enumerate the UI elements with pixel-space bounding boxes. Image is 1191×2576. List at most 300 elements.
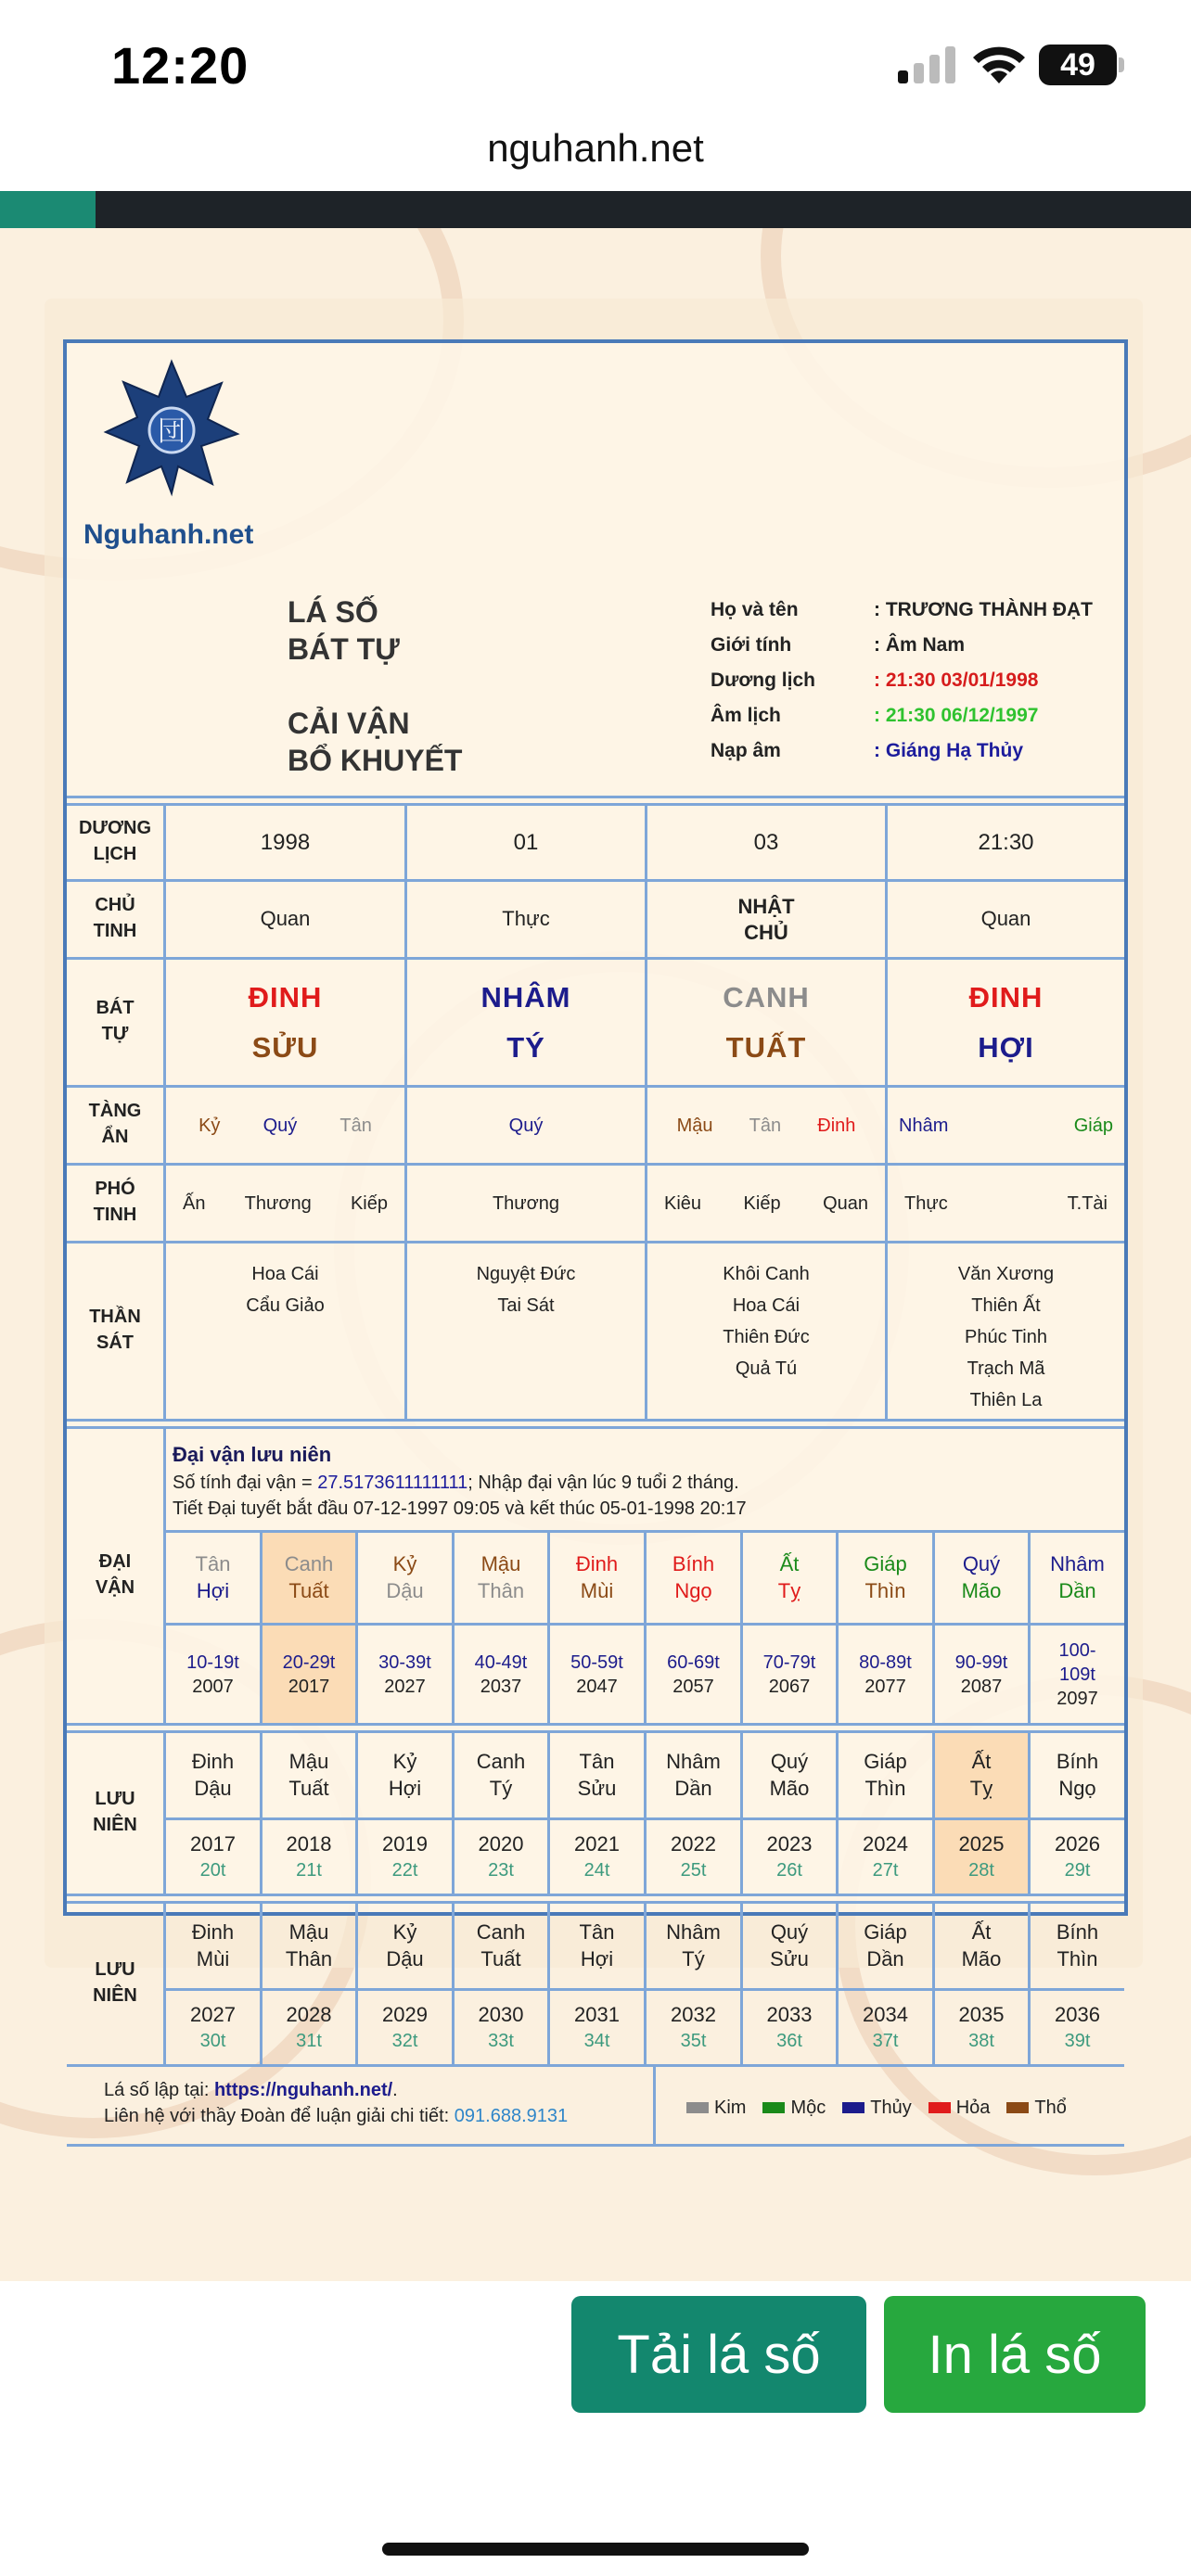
age-range: 60-69t <box>667 1651 720 1673</box>
year-cell <box>358 1991 452 2064</box>
year: 2023 <box>766 1832 813 1856</box>
info-value: : Giáng Hạ Thủy <box>874 740 1024 761</box>
branch-cell <box>358 1533 452 1623</box>
loading-progress-fill <box>0 191 96 228</box>
stem: Đinh <box>575 1551 619 1575</box>
hidden-stem: Nhâm <box>899 1115 949 1136</box>
stem: Đinh <box>191 1749 235 1773</box>
branch: Tuất <box>288 1578 329 1602</box>
sub-star-cell <box>888 1166 1124 1241</box>
pillar-cell <box>647 960 885 1085</box>
spirit-star: Quả Tú <box>735 1358 798 1379</box>
year: 2017 <box>190 1832 236 1856</box>
year: 2034 <box>863 2003 908 2027</box>
footer-text: . <box>392 2080 398 2100</box>
year: 2032 <box>671 2003 716 2027</box>
spirit-star: Trạch Mã <box>967 1358 1045 1379</box>
year: 2026 <box>1055 1832 1100 1856</box>
start-year: 2017 <box>288 1676 330 1697</box>
branch: Hợi <box>196 1578 230 1602</box>
age-range: 109t <box>1059 1664 1095 1685</box>
age: 30t <box>199 2030 226 2051</box>
row-label-duong-lich <box>67 803 163 879</box>
age: 39t <box>1064 2030 1091 2051</box>
start-year: 2097 <box>1057 1688 1098 1709</box>
main-star-cell <box>647 882 885 957</box>
year-cell <box>166 1626 260 1723</box>
branch: Mão <box>961 1946 1002 1970</box>
sub-star: Kiếp <box>743 1192 781 1214</box>
info-label: Dương lịch <box>711 670 815 691</box>
row-label-than-sat <box>67 1241 163 1419</box>
age: 32t <box>391 2030 418 2051</box>
hidden-stems-cell <box>647 1088 885 1163</box>
stem: Quý <box>770 1919 809 1944</box>
solar-date-value: 21:30 <box>978 829 1034 855</box>
year: 2025 <box>958 1832 1005 1856</box>
age: 36t <box>776 2030 802 2051</box>
footer-text: Liên hệ với thầy Đoàn để luận giải chi tiết: <box>104 2106 455 2126</box>
grid-divider <box>67 1894 1124 1896</box>
chart-title-line4: BỔ KHUYẾT <box>288 744 463 777</box>
branch-cell <box>550 1904 644 1988</box>
branch-cell <box>935 1733 1028 1817</box>
stem: Bính <box>672 1551 715 1575</box>
footer-line <box>104 2080 651 2106</box>
branch-cell <box>743 1533 836 1623</box>
row-label-line: TINH <box>93 921 137 941</box>
logo-star-icon <box>102 358 241 497</box>
svg-text:団: 団 <box>158 415 186 448</box>
branch: Ngọ <box>674 1578 712 1602</box>
hidden-stem: Quý <box>263 1115 298 1136</box>
branch: Mùi <box>196 1946 230 1970</box>
sub-star: Thương <box>492 1192 560 1214</box>
pillar-cell <box>166 960 404 1085</box>
info-label: Giới tính <box>711 634 792 656</box>
age: 33t <box>488 2030 514 2051</box>
branch: Dần <box>1058 1578 1096 1602</box>
info-value: : TRƯƠNG THÀNH ĐẠT <box>874 599 1093 620</box>
pillar-cell <box>407 960 645 1085</box>
year-cell <box>839 1626 932 1723</box>
age: 21t <box>296 1859 322 1881</box>
branch-cell <box>166 1533 260 1623</box>
year-cell <box>839 1820 932 1894</box>
branch-cell <box>455 1733 547 1817</box>
legend-swatch <box>1006 2102 1029 2113</box>
stem: Nhâm <box>666 1919 721 1944</box>
branch-cell <box>166 1904 260 1988</box>
stem: Canh <box>476 1919 526 1944</box>
branch-cell <box>839 1733 932 1817</box>
solar-date-cell <box>647 806 885 879</box>
branch: Mùi <box>580 1578 614 1602</box>
branch-cell <box>839 1904 932 1988</box>
branch-cell <box>263 1904 355 1988</box>
branch: Tuất <box>288 1776 329 1800</box>
age: 37t <box>872 2030 899 2051</box>
grid-divider <box>67 1723 1124 1726</box>
row-label-line: PHÓ <box>95 1179 135 1199</box>
spirit-stars-cell <box>166 1243 404 1419</box>
grid-divider <box>67 796 1124 798</box>
chart-title-line3: CẢI VẬN <box>288 707 410 740</box>
row-label-chu-tinh <box>67 879 163 957</box>
main-star-cell <box>407 882 645 957</box>
row-label-line: LƯU <box>95 1789 135 1809</box>
legend-label: Mộc <box>790 2097 826 2118</box>
age: 25t <box>680 1859 707 1881</box>
stem: Canh <box>476 1749 526 1773</box>
element-legend <box>686 2094 1122 2122</box>
earthly-branch: TÝ <box>506 1030 545 1064</box>
branch-cell <box>935 1904 1028 1988</box>
age-range: 100- <box>1058 1639 1096 1661</box>
phone-link[interactable]: 091.688.9131 <box>454 2106 569 2126</box>
stem: Kỷ <box>392 1551 417 1575</box>
branch: Mão <box>769 1776 810 1800</box>
solar-date-value: 1998 <box>260 829 311 855</box>
print-chart-button[interactable]: In lá số <box>884 2296 1146 2413</box>
branch-cell <box>358 1904 452 1988</box>
year-cell <box>455 1626 547 1723</box>
day-master-label: CHỦ <box>744 920 788 944</box>
row-label-line: NIÊN <box>93 1815 137 1835</box>
pillar-cell <box>888 960 1124 1085</box>
legend-item <box>928 2098 991 2119</box>
age-range: 90-99t <box>954 1651 1008 1673</box>
stem: Tân <box>195 1551 231 1575</box>
stem: Tân <box>579 1919 615 1944</box>
branch-cell <box>647 1733 740 1817</box>
footer-text: Lá số lập tại: <box>104 2080 214 2100</box>
branch: Tý <box>489 1776 513 1800</box>
row-label-bat-tu <box>67 957 163 1085</box>
branch: Dậu <box>194 1776 232 1800</box>
main-star-cell <box>166 882 404 957</box>
main-star-value: Quan <box>980 907 1031 931</box>
spirit-star: Cẩu Giảo <box>246 1295 325 1316</box>
row-label-line: NIÊN <box>93 1985 137 2006</box>
age: 31t <box>296 2030 322 2051</box>
stem: Quý <box>770 1749 809 1773</box>
branch-cell <box>647 1533 740 1623</box>
legend-label: Thủy <box>870 2097 912 2118</box>
year-cell <box>743 1820 836 1894</box>
age-range: 30-39t <box>378 1651 431 1673</box>
age-range: 10-19t <box>186 1651 239 1673</box>
start-year: 2067 <box>768 1676 811 1697</box>
sub-star: Thương <box>244 1192 312 1214</box>
year: 2030 <box>478 2003 524 2027</box>
sub-star-cell <box>407 1166 645 1241</box>
stem: Bính <box>1056 1749 1099 1773</box>
branch: Sửu <box>577 1776 617 1800</box>
branch-cell <box>455 1904 547 1988</box>
sub-star: Thực <box>904 1192 948 1214</box>
spirit-stars-cell <box>647 1243 885 1419</box>
year-cell <box>263 1626 355 1723</box>
year: 2018 <box>286 1832 332 1856</box>
year: 2029 <box>382 2003 428 2027</box>
year-cell <box>1031 1820 1124 1894</box>
branch: Tỵ <box>777 1578 801 1602</box>
solar-date-cell <box>888 806 1124 879</box>
branch: Thìn <box>1057 1946 1098 1970</box>
year: 2022 <box>671 1832 716 1856</box>
year: 2028 <box>286 2003 332 2027</box>
year-cell <box>550 1991 644 2064</box>
spirit-star: Thiên Ất <box>971 1295 1041 1316</box>
footer-line <box>104 2106 651 2132</box>
year-cell <box>647 1820 740 1894</box>
branch: Dần <box>866 1946 904 1970</box>
year-cell <box>455 1820 547 1894</box>
sub-star: T.Tài <box>1067 1192 1108 1214</box>
branch: Tý <box>682 1946 705 1970</box>
stem: Mậu <box>288 1919 329 1944</box>
spirit-star: Thiên La <box>969 1390 1043 1410</box>
age: 22t <box>391 1859 418 1881</box>
grid-divider <box>653 2064 656 2144</box>
year-cell <box>839 1991 932 2064</box>
hidden-stem: Tân <box>749 1115 782 1136</box>
spirit-star: Văn Xương <box>957 1264 1055 1284</box>
dai-van-info-text: ; Nhập đại vận lúc 9 tuổi 2 tháng. <box>467 1473 739 1493</box>
branch: Thân <box>477 1578 525 1602</box>
branch-cell <box>455 1533 547 1623</box>
year-cell <box>1031 1991 1124 2064</box>
row-label-line: TÀNG <box>88 1101 142 1121</box>
row-label-line: TỰ <box>101 1024 129 1044</box>
stem: Nhâm <box>666 1749 721 1773</box>
branch-cell <box>647 1904 740 1988</box>
age: 26t <box>776 1859 802 1881</box>
year-cell <box>935 1626 1028 1723</box>
stem: Bính <box>1056 1919 1099 1944</box>
main-star-cell <box>888 882 1124 957</box>
stem: Mậu <box>288 1749 329 1773</box>
branch-cell <box>550 1533 644 1623</box>
year-cell <box>647 1991 740 2064</box>
year-cell <box>935 1820 1028 1894</box>
age: 24t <box>583 1859 610 1881</box>
age: 34t <box>583 2030 610 2051</box>
year-cell <box>550 1626 644 1723</box>
solar-date-value: 01 <box>513 829 539 855</box>
info-label: Nạp âm <box>711 740 781 761</box>
start-year: 2007 <box>192 1676 234 1697</box>
branch: Ngọ <box>1058 1776 1096 1800</box>
age-range: 20-29t <box>282 1651 336 1673</box>
row-label-line: ĐẠI <box>98 1551 132 1572</box>
info-label: Âm lịch <box>711 705 781 726</box>
branch: Mão <box>961 1578 1002 1602</box>
legend-swatch <box>842 2102 864 2113</box>
stem: Tân <box>579 1749 615 1773</box>
stem: Ất <box>971 1919 992 1944</box>
sub-star: Kiêu <box>664 1192 702 1214</box>
grid-divider <box>67 1419 1124 1422</box>
spirit-star: Phúc Tinh <box>965 1327 1047 1347</box>
year-cell <box>743 1991 836 2064</box>
legend-item <box>1006 2098 1066 2119</box>
home-indicator <box>382 2543 809 2556</box>
status-bar <box>0 0 1191 170</box>
legend-swatch <box>762 2102 785 2113</box>
spirit-star: Khôi Canh <box>723 1264 810 1284</box>
row-label-line: BÁT <box>96 998 134 1018</box>
row-label-dai-van <box>67 1426 163 1723</box>
branch-cell <box>263 1733 355 1817</box>
grid-divider <box>67 2064 1124 2067</box>
branch: Thìn <box>864 1578 906 1602</box>
age-range: 70-79t <box>762 1651 816 1673</box>
sub-star: Quan <box>823 1192 868 1214</box>
year-cell <box>263 1820 355 1894</box>
dai-van-info-line <box>173 1498 1109 1524</box>
download-chart-button[interactable]: Tải lá số <box>571 2296 866 2413</box>
address-bar[interactable]: nguhanh.net <box>487 126 704 170</box>
spirit-star: Hoa Cái <box>732 1295 800 1316</box>
info-value: : 21:30 03/01/1998 <box>874 670 1039 691</box>
branch-cell <box>550 1733 644 1817</box>
branch: Hợi <box>580 1946 614 1970</box>
stem: Ất <box>779 1551 800 1575</box>
age: 27t <box>872 1859 899 1881</box>
branch-cell <box>263 1533 355 1623</box>
spirit-star: Thiên Đức <box>723 1327 810 1347</box>
year: 2035 <box>958 2003 1005 2027</box>
hidden-stem: Tân <box>339 1115 372 1136</box>
heavenly-stem: NHÂM <box>480 980 571 1014</box>
branch: Tỵ <box>969 1776 993 1800</box>
year-cell <box>455 1991 547 2064</box>
grid-divider <box>67 2144 1124 2147</box>
legend-swatch <box>686 2102 709 2113</box>
start-year: 2057 <box>672 1676 714 1697</box>
start-year: 2087 <box>960 1676 1003 1697</box>
dai-van-info-line <box>173 1473 1109 1498</box>
row-label-line: SÁT <box>96 1333 134 1353</box>
year-cell <box>647 1626 740 1723</box>
wifi-icon <box>970 43 1028 85</box>
branch: Dần <box>674 1776 712 1800</box>
year-cell <box>358 1626 452 1723</box>
age: 23t <box>488 1859 514 1881</box>
stem: Mậu <box>480 1551 521 1575</box>
year-cell <box>550 1820 644 1894</box>
chart-title-line1: LÁ SỐ <box>288 595 378 629</box>
row-label-line: LƯU <box>95 1959 135 1980</box>
loading-progress-bar <box>0 191 1191 228</box>
info-value: : 21:30 06/12/1997 <box>874 705 1039 726</box>
start-year: 2027 <box>384 1676 426 1697</box>
age-range: 40-49t <box>474 1651 528 1673</box>
grid-divider <box>67 1426 1124 1429</box>
start-year: 2077 <box>864 1676 906 1697</box>
year-cell <box>1031 1626 1124 1723</box>
earthly-branch: TUẤT <box>725 1030 807 1064</box>
hidden-stem: Kỷ <box>198 1115 221 1136</box>
branch: Thìn <box>864 1776 906 1800</box>
legend-item <box>762 2098 826 2119</box>
row-label-luu-nien <box>67 1901 163 2064</box>
sub-star-cell <box>647 1166 885 1241</box>
branch: Tuất <box>480 1946 521 1970</box>
year: 2036 <box>1055 2003 1100 2027</box>
year-cell <box>166 1820 260 1894</box>
website-link[interactable]: https://nguhanh.net/ <box>213 2080 393 2100</box>
start-year: 2037 <box>480 1676 522 1697</box>
branch: Dậu <box>386 1578 424 1602</box>
day-master-label: NHẬT <box>737 894 795 918</box>
age: 35t <box>680 2030 707 2051</box>
row-label-tang-an <box>67 1085 163 1163</box>
solar-date-value: 03 <box>753 829 779 855</box>
row-label-line: LỊCH <box>93 844 137 864</box>
branch-cell <box>839 1533 932 1623</box>
info-value: : Âm Nam <box>874 634 966 656</box>
stem: Giáp <box>864 1551 907 1575</box>
status-time: 12:20 <box>111 36 250 95</box>
age-range: 80-89t <box>859 1651 912 1673</box>
branch: Dậu <box>386 1946 424 1970</box>
branch-cell <box>1031 1533 1124 1623</box>
earthly-branch: HỢI <box>978 1030 1034 1064</box>
sub-star-cell <box>166 1166 404 1241</box>
spirit-stars-cell <box>407 1243 645 1419</box>
dai-van-info-text: Số tính đại vận = <box>173 1473 318 1493</box>
stem: Canh <box>284 1551 334 1575</box>
chart-title-line2: BÁT TỰ <box>288 632 400 666</box>
row-label-line: VẬN <box>95 1577 135 1598</box>
row-label-line: DƯƠNG <box>78 818 152 838</box>
legend-item <box>686 2098 746 2119</box>
spirit-star: Hoa Cái <box>251 1264 319 1284</box>
legend-item <box>842 2098 911 2119</box>
hidden-stem: Quý <box>508 1115 544 1136</box>
spirit-stars-cell <box>888 1243 1124 1419</box>
age: 28t <box>968 1859 994 1881</box>
row-label-line: THẦN <box>89 1307 141 1327</box>
hidden-stems-cell <box>888 1088 1124 1163</box>
branch: Hợi <box>388 1776 422 1800</box>
sub-star: Kiếp <box>350 1192 388 1214</box>
hidden-stems-cell <box>166 1088 404 1163</box>
hidden-stem: Giáp <box>1073 1115 1113 1136</box>
hidden-stems-cell <box>407 1088 645 1163</box>
year-cell <box>263 1991 355 2064</box>
year-cell <box>743 1626 836 1723</box>
legend-label: Hỏa <box>955 2097 991 2118</box>
year: 2024 <box>863 1832 908 1856</box>
dai-van-info-text: Tiết Đại tuyết bắt đầu 07-12-1997 09:05 và kết thúc 05-01-1998 20:17 <box>173 1498 747 1519</box>
battery-icon: 49 <box>1039 45 1117 85</box>
age: 38t <box>968 2030 994 2051</box>
start-year: 2047 <box>576 1676 618 1697</box>
stem: Nhâm <box>1050 1551 1105 1575</box>
spirit-star: Tai Sát <box>497 1295 555 1316</box>
stem: Quý <box>962 1551 1001 1575</box>
row-label-line: TINH <box>93 1205 137 1225</box>
row-label-line: CHỦ <box>95 895 135 915</box>
heavenly-stem: ĐINH <box>968 980 1044 1014</box>
branch-cell <box>1031 1733 1124 1817</box>
year-cell <box>358 1820 452 1894</box>
age: 20t <box>199 1859 226 1881</box>
